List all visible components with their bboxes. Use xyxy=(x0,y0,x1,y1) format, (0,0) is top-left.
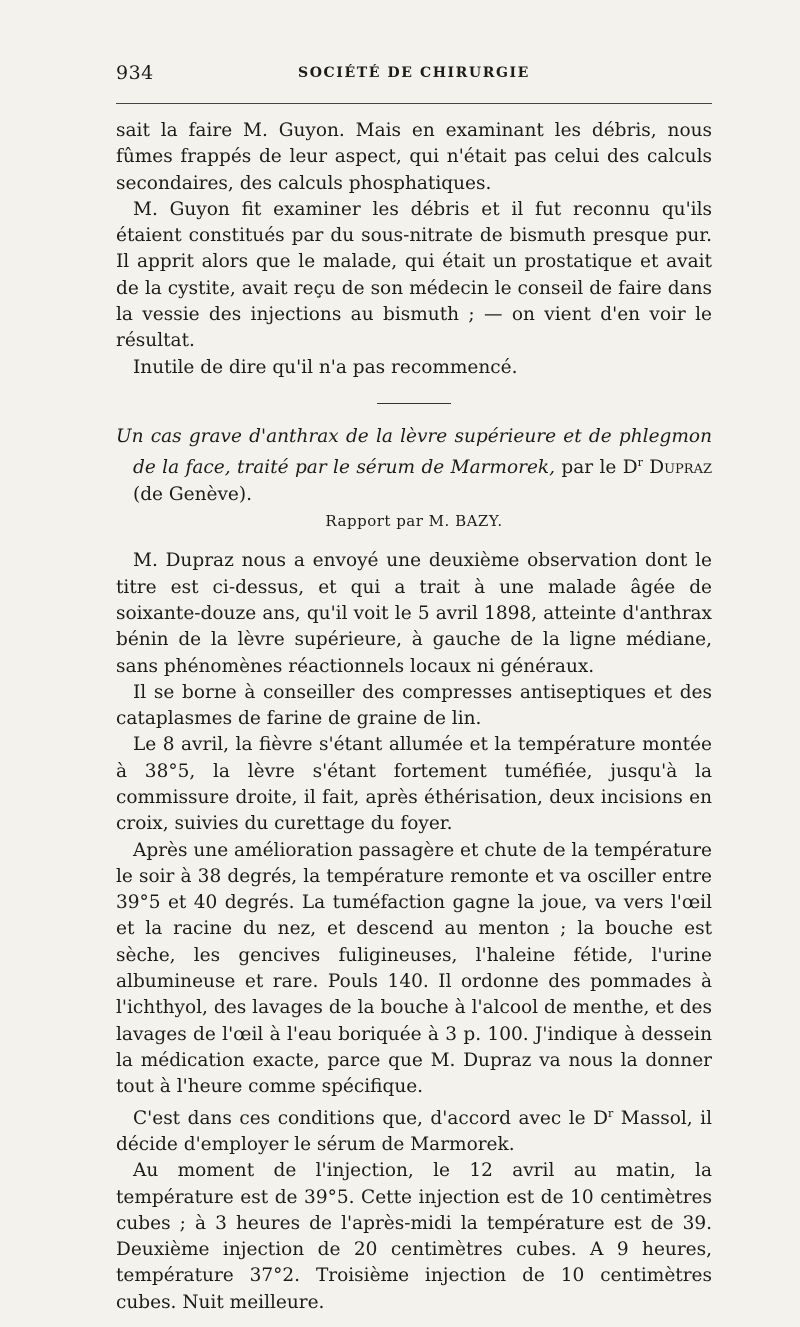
paragraph: Inutile de dire qu'il n'a pas recommencé. xyxy=(133,356,518,378)
rapport-line: Rapport par M. BAZY. xyxy=(325,512,503,531)
article-title-dr-sup: r xyxy=(637,456,643,470)
paragraph: M. Dupraz nous a envoyé une deuxième observation dont le titre est ci-dessus, et qui a trait à une malade âgée de soixante-douze ans, qu'il voit le 5 avril 1898, atteinte d'anthrax bénin de la lèvre supérieure, à gauche de la ligne médiane, sans phénomènes réactionnels locaux ni généraux. xyxy=(116,550,712,677)
paragraph: sait la faire M. Guyon. Mais en examinant les débris, nous fûmes frappés de leur aspect, qui n'était pas celui des calculs secondaires, des calculs phosphatiques. xyxy=(116,120,712,194)
dr-sup: r xyxy=(607,1106,614,1120)
paragraph: M. Guyon fit examiner les débris et il fut reconnu qu'ils étaient constitués par du sous-nitrate de bismuth presque pur. Il apprit alors que le malade, qui était un prostatique et avait de la cystite, avait reçu de son médecin le conseil de faire dans la vessie des injections au bismuth ; — on vient d'en voir le résultat. xyxy=(116,198,712,352)
paragraph: Au moment de l'injection, le 12 avril au matin, la température est de 39°5. Cette injection est de 10 centimètres cubes ; à 3 heures de l'après-midi la température est de 39. Deuxième injection de 20 centimètres cubes. A 9 heures, température 37°2. Troisième injection de 10 centimètres cubes. Nuit meilleure. xyxy=(116,1160,712,1313)
article-title-by: par le D xyxy=(555,457,638,479)
article-title-italic: Un cas grave d'anthrax de la lèvre supérieure et de phlegmon de la face, traité par le sérum de Marmorek, xyxy=(116,425,712,479)
header-rule xyxy=(116,103,712,104)
page-number: 934 xyxy=(116,62,154,84)
article-title xyxy=(116,424,712,508)
body-text xyxy=(116,118,712,1316)
paragraph: Il se borne à conseiller des compresses antiseptiques et des cataplasmes de farine de graine de lin. xyxy=(116,681,712,730)
paragraph-part: Massol, il décide d'employer le sérum de Marmorek. xyxy=(116,1107,712,1155)
article-author: Dupraz xyxy=(642,457,712,479)
paragraph-part: C'est dans ces conditions que, d'accord avec le D xyxy=(133,1107,608,1129)
article-place: (de Genève). xyxy=(133,483,252,505)
paragraph: Après une amélioration passagère et chute de la température le soir à 38 degrés, la température remonte et va osciller entre 39°5 et 40 degrés. La tuméfaction gagne la joue, va vers l'œil et la racine du nez, et descend au menton ; la bouche est sèche, les gencives fuligineuses, l'haleine fétide, l'urine albumineuse et rare. Pouls 140. Il ordonne des pommades à l'ichthyol, des lavages de la bouche à l'alcool de menthe, et des lavages de l'œil à l'eau boriquée à 3 p. 100. J'indique à dessein la médication exacte, parce que M. Dupraz va nous la donner tout à l'heure comme spécifique. xyxy=(116,839,712,1098)
paragraph: Le 8 avril, la fièvre s'étant allumée et la température montée à 38°5, la lèvre s'étant fortement tuméfiée, jusqu'à la commissure droite, il fait, après éthérisation, deux incisions en croix, suivies du curettage du foyer. xyxy=(116,734,712,835)
section-separator xyxy=(377,403,451,404)
page-header xyxy=(116,62,712,90)
paragraph xyxy=(116,1101,712,1159)
running-title: SOCIÉTÉ DE CHIRURGIE xyxy=(298,65,530,81)
